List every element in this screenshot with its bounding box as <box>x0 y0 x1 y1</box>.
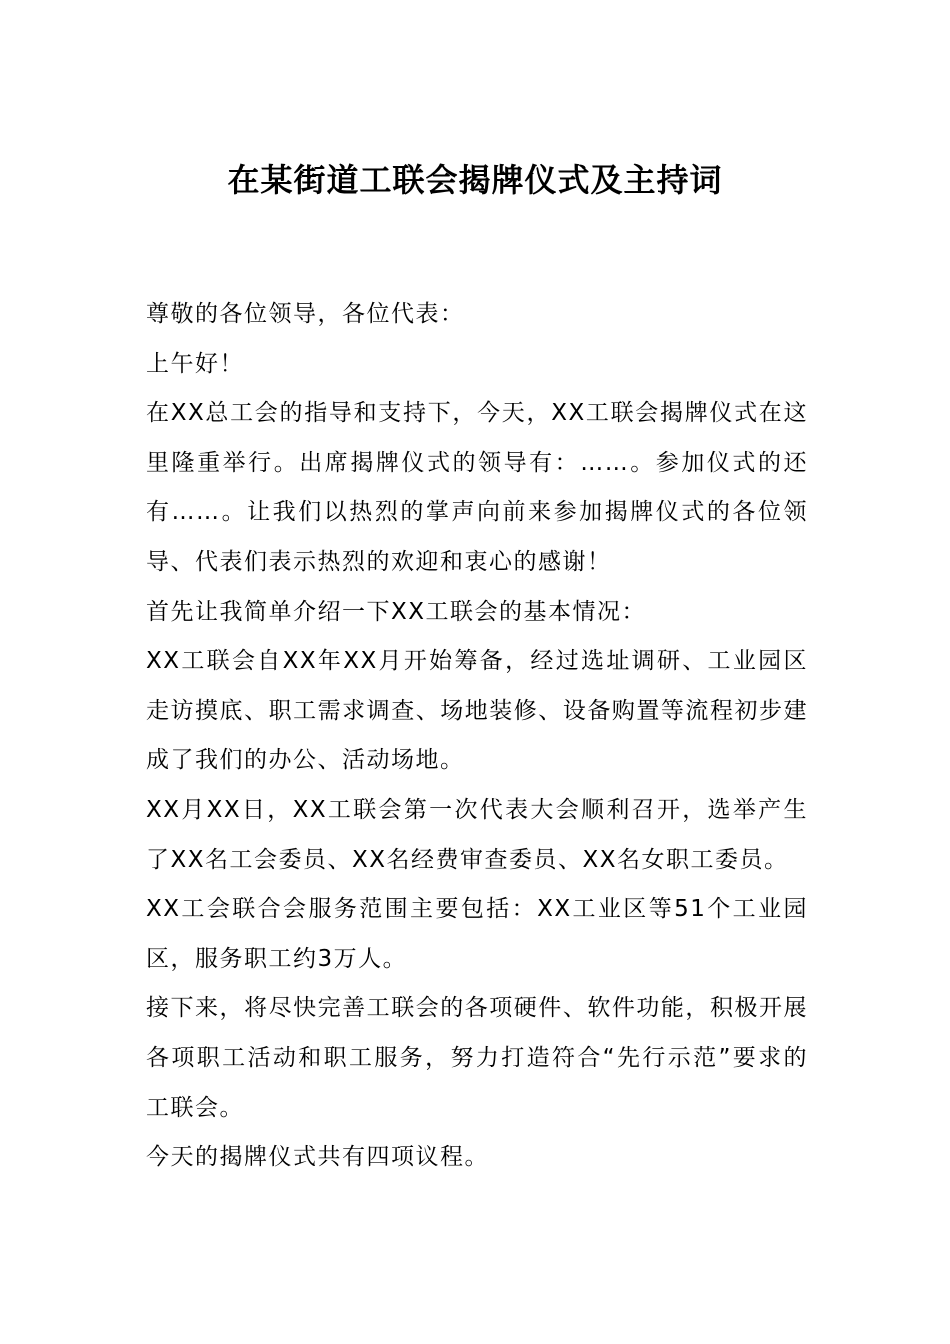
paragraph-preparation: XX工联会自XX年XX月开始筹备，经过选址调研、工业园区走访摸底、职工需求调查、场地装修、设备购置等流程初步建成了我们的办公、活动场地。 <box>146 648 808 774</box>
document-body <box>146 290 808 1183</box>
paragraph-salutation: 尊敬的各位领导，各位代表： <box>146 301 465 327</box>
paragraph-congress: XX月XX日，XX工联会第一次代表大会顺利召开，选举产生了XX名工会委员、XX名经费审查委员、XX名女职工委员。 <box>146 796 808 873</box>
document-title: 在某街道工联会揭牌仪式及主持词 <box>227 161 723 199</box>
paragraph-next-steps: 接下来，将尽快完善工联会的各项硬件、软件功能，积极开展各项职工活动和职工服务，努力打造符合“先行示范”要求的工联会。 <box>146 995 808 1121</box>
paragraph-agenda: 今天的揭牌仪式共有四项议程。 <box>146 1144 489 1171</box>
paragraph-intro: 首先让我简单介绍一下XX工联会的基本情况： <box>146 598 647 625</box>
paragraph-opening: 在XX总工会的指导和支持下，今天，XX工联会揭牌仪式在这里隆重举行。出席揭牌仪式的领导有：……。参加仪式的还有……。让我们以热烈的掌声向前来参加揭牌仪式的各位领导、代表们表示热烈的欢迎和衷心的感谢！ <box>146 400 808 575</box>
paragraph-service-scope: XX工会联合会服务范围主要包括：XX工业区等51个工业园区，服务职工约3万人。 <box>146 896 808 972</box>
paragraph-greeting: 上午好！ <box>146 350 244 377</box>
